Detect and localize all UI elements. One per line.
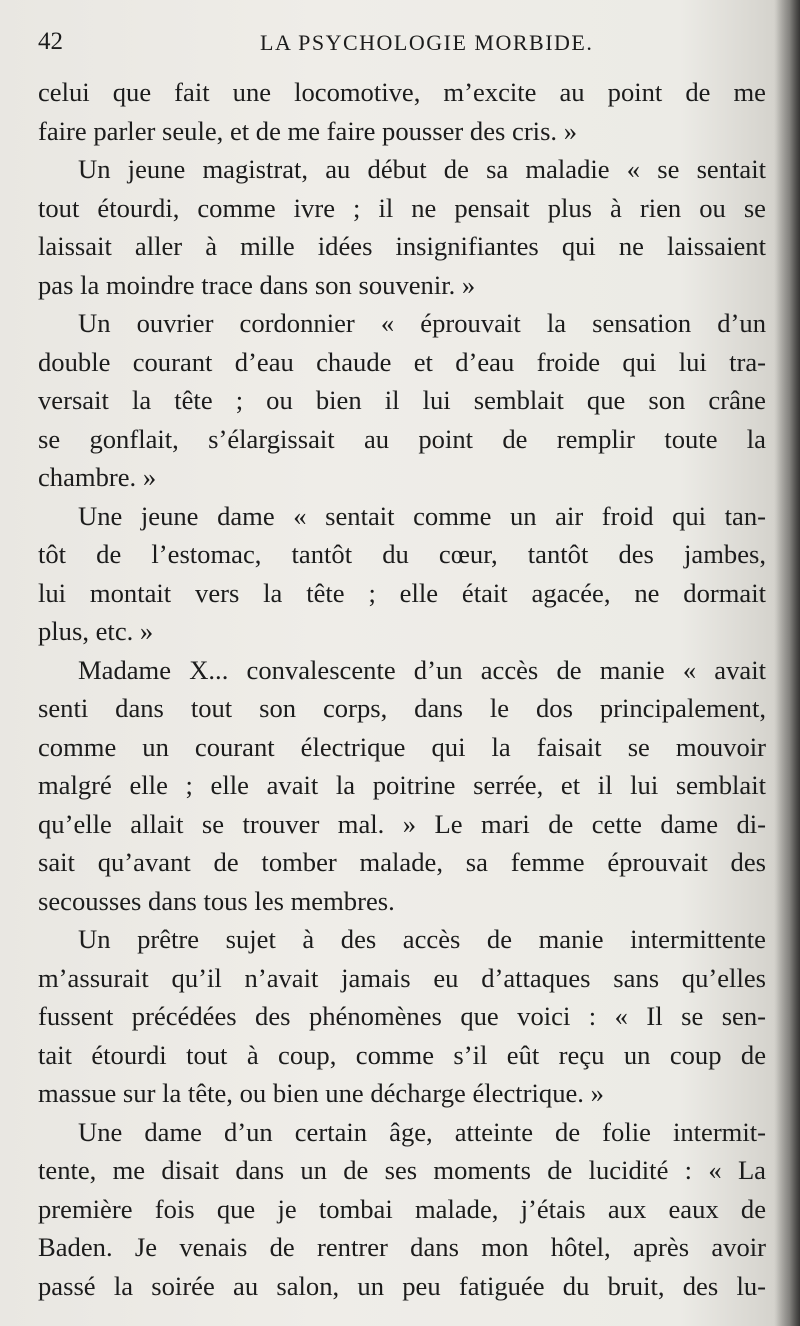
text-line: sait qu’avant de tomber malade, sa femme éprouvait des	[38, 847, 766, 877]
text-line: plus, etc. »	[38, 616, 154, 646]
text-line: tente, me disait dans un de ses moments de lucidité : « La	[38, 1155, 766, 1185]
text-line: celui que fait une locomotive, m’excite au point de me	[38, 77, 766, 107]
text-line: pas la moindre trace dans son souvenir. »	[38, 269, 476, 300]
text-line: Une jeune dame « sentait comme un air froid qui tan-	[78, 500, 766, 531]
text-line: Madame X... convalescente d’un accès de manie « avait	[78, 654, 766, 685]
text-line: laissait aller à mille idées insignifiantes qui ne laissaient	[38, 231, 766, 261]
text-line: comme un courant électrique qui la faisait se mouvoir	[38, 731, 766, 762]
text-line: Baden. Je venais de rentrer dans mon hôtel, après avoir	[38, 1232, 766, 1262]
text-line: m’assurait qu’il n’avait jamais eu d’attaques sans qu’elles	[38, 962, 766, 993]
page-header	[38, 28, 768, 64]
text-line: malgré elle ; elle avait la poitrine serrée, et il lui semblait	[38, 770, 766, 800]
text-line: tait étourdi tout à coup, comme s’il eût reçu un coup de	[38, 1039, 766, 1070]
text-line: Une dame d’un certain âge, atteinte de folie intermit-	[78, 1116, 766, 1147]
text-line: se gonflait, s’élargissait au point de remplir toute la	[38, 423, 766, 454]
text-line: double courant d’eau chaude et d’eau froide qui lui tra-	[38, 346, 766, 377]
text-line: versait la tête ; ou bien il lui semblait que son crâne	[38, 385, 766, 415]
text-line: faire parler seule, et de me faire pousser des cris. »	[38, 115, 578, 146]
text-line: Un jeune magistrat, au début de sa maladie « se sentait	[78, 154, 766, 184]
body-text	[38, 73, 766, 1305]
text-line: chambre. »	[38, 462, 157, 492]
text-line: première fois que je tombai malade, j’étais aux eaux de	[38, 1193, 766, 1224]
text-line: fussent précédées des phénomènes que voici : « Il se sen-	[38, 1001, 766, 1031]
text-line: tout étourdi, comme ivre ; il ne pensait plus à rien ou se	[38, 192, 766, 223]
page-edge-shadow	[774, 0, 800, 1326]
text-line: senti dans tout son corps, dans le dos principalement,	[38, 693, 766, 723]
running-title: LA PSYCHOLOGIE MORBIDE.	[260, 30, 594, 55]
text-line: secousses dans tous les membres.	[38, 885, 395, 916]
page-number: 42	[38, 28, 63, 55]
text-line: tôt de l’estomac, tantôt du cœur, tantôt des jambes,	[38, 539, 766, 569]
text-line: lui montait vers la tête ; elle était agacée, ne dormait	[38, 577, 766, 608]
text-line: passé la soirée au salon, un peu fatiguée du bruit, des lu-	[38, 1270, 766, 1301]
text-line: Un prêtre sujet à des accès de manie intermittente	[78, 924, 766, 954]
text-line: qu’elle allait se trouver mal. » Le mari de cette dame di-	[38, 808, 766, 839]
text-line: massue sur la tête, ou bien une décharge électrique. »	[38, 1078, 604, 1108]
text-line: Un ouvrier cordonnier « éprouvait la sensation d’un	[78, 308, 766, 338]
